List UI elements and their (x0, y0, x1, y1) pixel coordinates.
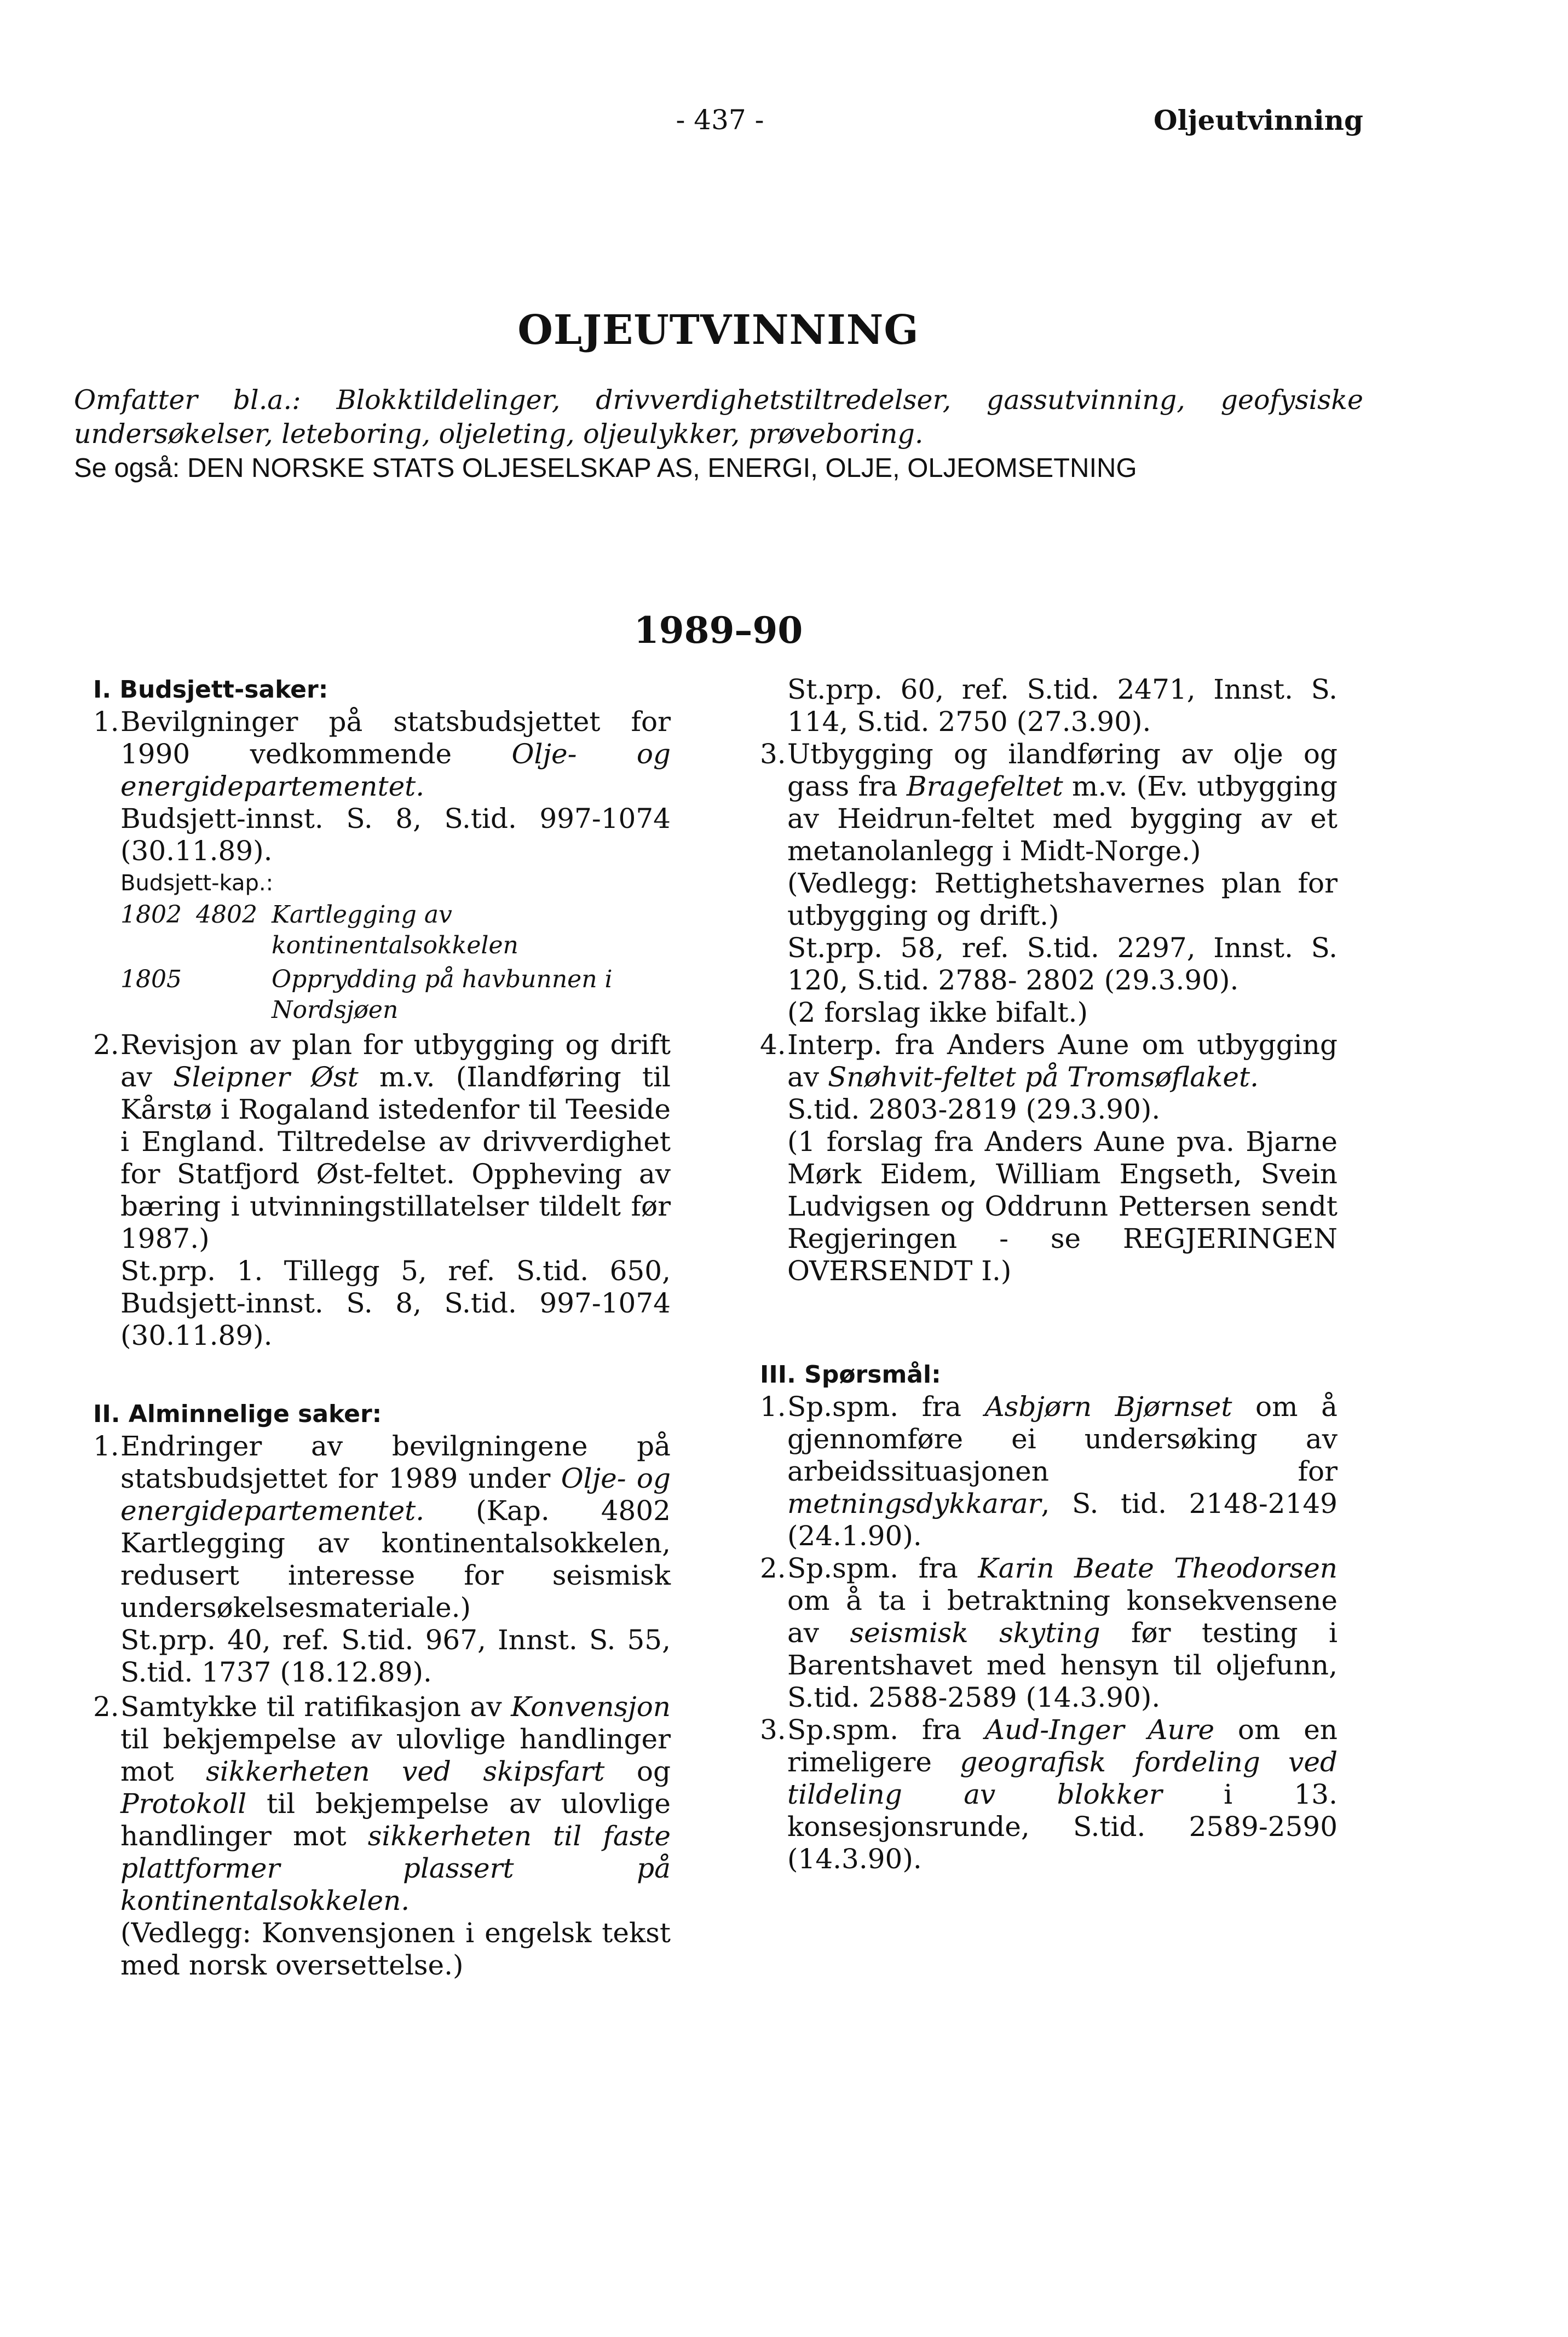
item-reference: S.tid. 2803-2819 (29.3.90). (787, 1093, 1161, 1125)
section-heading-questions: III. Spørsmål: (760, 1361, 941, 1389)
chapter-title: Kartlegging av kontinentalsokkelen (272, 901, 518, 959)
see-also: Se også: DEN NORSKE STATS OLJESELSKAP AS, ENERGI, OLJE, OLJEOMSETNING (74, 453, 1137, 483)
section-heading-general: II. Alminnelige saker: (93, 1400, 382, 1428)
budget-chapter-row (93, 900, 671, 961)
item-text: Revisjon av plan for utbygging og drift av Sleipner Øst m.v. (Ilandføring til Kårstø i Rogaland istedenfor til Teeside i England. Tiltredelse av drivverdighet for Statfjord Øst-feltet. Oppheving av bæring i utvinningstillatelser tildelt før 1987.) (120, 1029, 671, 1254)
session-year: 1989–90 (633, 609, 803, 652)
item-note: (Vedlegg: Konvensjonen i engelsk tekst med norsk oversettelse.) (120, 1917, 671, 1981)
item-number: 2. (760, 1552, 786, 1584)
item-note: (Vedlegg: Rettighetshavernes plan for utbygging og drift.) (787, 867, 1338, 931)
item-reference: St.prp. 60, ref. S.tid. 2471, Innst. S. 114, S.tid. 2750 (27.3.90). (787, 674, 1338, 738)
item-reference: St.prp. 40, ref. S.tid. 967, Innst. S. 55, S.tid. 1737 (18.12.89). (120, 1624, 671, 1688)
item-text: Utbygging og ilandføring av olje og gass fra Bragefeltet m.v. (Ev. utbygging av Heidrun-feltet med bygging av et metanolanlegg i Midt-Norge.) (787, 738, 1338, 867)
item-number: 1. (760, 1391, 786, 1423)
right-column (760, 674, 1338, 1875)
list-item (760, 1391, 1338, 1552)
item-reference: St.prp. 1. Tillegg 5, ref. S.tid. 650, Budsjett-innst. S. 8, S.tid. 997-1074 (30.11.89). (120, 1255, 671, 1351)
chapter-title: Opprydding på havbunnen i Nordsjøen (272, 965, 613, 1024)
list-item (93, 1691, 671, 1917)
item-number: 4. (760, 1029, 786, 1061)
item-reference: St.prp. 58, ref. S.tid. 2297, Innst. S. 120, S.tid. 2788- 2802 (29.3.90). (787, 932, 1338, 996)
item-reference: Budsjett-innst. S. 8, S.tid. 997-1074 (30.11.89). (120, 803, 671, 867)
item-number: 3. (760, 738, 786, 770)
item-note: (2 forslag ikke bifalt.) (787, 997, 1088, 1028)
list-item (760, 738, 1338, 867)
item-text: Interp. fra Anders Aune om utbygging av Snøhvit-feltet på Tromsøflaket. (787, 1029, 1338, 1093)
section-heading-budget: I. Budsjett-saker: (93, 676, 328, 704)
item-text: Bevilgninger på statsbudsjettet for 1990 vedkommende Olje- og energidepartementet. (120, 706, 671, 802)
left-column (93, 674, 671, 1982)
list-item (760, 1714, 1338, 1875)
item-number: 2. (93, 1029, 119, 1061)
list-item (93, 1029, 671, 1255)
item-text: Sp.spm. fra Aud-Inger Aure om en rimeligere geografisk fordeling ved tildeling av blokker i 13. konsesjonsrunde, S.tid. 2589-2590 (14.3.90). (787, 1714, 1338, 1875)
item-note: (1 forslag fra Anders Aune pva. Bjarne Mørk Eidem, William Engseth, Svein Ludvigsen og Oddrunn Pettersen sendt Regjeringen - se REGJERINGEN OVERSENDT I.) (787, 1126, 1338, 1287)
chapter-number (196, 964, 272, 1026)
chapter-number: 4802 (196, 901, 257, 929)
scope-note: Omfatter bl.a.: Blokktildelinger, drivverdighetstiltredelser, gassutvinning, geofysiske undersøkelser, leteboring, oljeleting, oljeulykker, prøveboring. (74, 384, 1363, 450)
running-head: Oljeutvinning (1154, 104, 1363, 136)
chapter-number: 1805 (120, 965, 182, 993)
item-text: Sp.spm. fra Karin Beate Theodorsen om å ta i betraktning konsekvensene av seismisk skyting før testing i Barentshavet med hensyn til oljefunn, S.tid. 2588-2589 (14.3.90). (787, 1552, 1338, 1713)
budget-chapter-label: Budsjett-kap.: (120, 871, 274, 896)
item-text: Endringer av bevilgningene på statsbudsjettet for 1989 under Olje- og energidepartementet. (Kap. 4802 Kartlegging av kontinentalsokkelen, redusert interesse for seismisk undersøkelsesmateriale.) (120, 1430, 671, 1624)
item-text: Samtykke til ratifikasjon av Konvensjon til bekjempelse av ulovlige handlinger mot sikkerheten ved skipsfart og Protokoll til bekjempelse av ulovlige handlinger mot sikkerheten til faste plattformer plassert på kontinentalsokkelen. (120, 1691, 671, 1916)
item-number: 1. (93, 706, 119, 738)
list-item (760, 1552, 1338, 1714)
list-item (93, 706, 671, 803)
page-number: - 437 - (676, 104, 764, 136)
list-item (93, 1430, 671, 1624)
item-number: 3. (760, 1714, 786, 1746)
item-number: 2. (93, 1691, 119, 1723)
item-number: 1. (93, 1430, 119, 1462)
budget-chapter-row (93, 964, 671, 1026)
chapter-number: 1802 (120, 901, 182, 929)
list-item (760, 1029, 1338, 1093)
page-title: OLJEUTVINNING (517, 307, 919, 354)
item-text: Sp.spm. fra Asbjørn Bjørnset om å gjennomføre ei undersøking av arbeidssituasjonen for metningsdykkarar, S. tid. 2148-2149 (24.1.90). (787, 1391, 1338, 1552)
